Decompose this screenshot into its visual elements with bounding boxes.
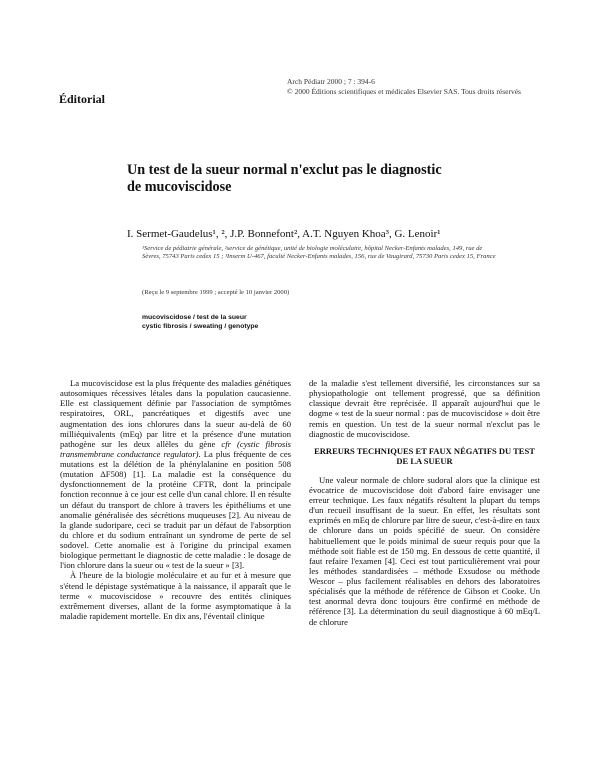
journal-reference: Arch Pédiatr 2000 ; 7 : 394-6 [287, 77, 375, 86]
section-label: Éditorial [59, 92, 106, 106]
paragraph-text: La mucoviscidose est la plus fréquente des maladies génétiques autosomiques récessives létales dans la population caucasienne. Elle est classiquement définie par l'association de symptômes respiratoires, ORL, pancréatiques et digestifs avec une augmentation des ions chlorures dans la sueur au-delà de 60 milliéquivalents (mEq) par litre et la présence d'une mutation pathogène sur les deux allèles du gène [60, 378, 291, 449]
title-line-2: de mucoviscidose [127, 179, 232, 195]
keywords [142, 313, 442, 331]
body-paragraph: Une valeur normale de chlore sudoral alors que la clinique est évocatrice de mucoviscidose doit d'abord faire envisager une erreur technique. Les faux négatifs résultent la plupart du temps d'un recueil insuffisant de la sueur. En effet, les résultats sont exprimés en mEq de chlorure par litre de sueur, c'est-à-dire en taux de chlorure dans un poids spécifié de sueur. On considère habituellement que le poids minimal de sueur requis pour que la méthode soit fiable est de 150 mg. En dessous de cette quantité, il faut refaire l'examen [4]. Ceci est tout particulièrement vrai pour les méthodes standardisées – méthode Exsudose ou méthode Wescor – plus facilement réalisables en dehors des laboratoires spécialisés que la méthode de référence de Gibson et Cooke. Un test anormal devra donc toujours être confirmé en méthode de référence [3]. La détermination du seuil diagnostique à 60 mEq/L de chlorure [309, 474, 540, 627]
received-dates: (Reçu le 9 septembre 1999 ; accepté le 10 janvier 2000) [142, 289, 290, 296]
paragraph-text: . La plus fréquente de ces mutations est la délétion de la phénylalanine en position 508 (mutation ΔF508) [1]. La maladie est la conséquence du dysfonctionnement de la protéine CFTR, dont la principale fonction reconnue à ce jour est celle d'un canal chlore. Il en résulte un défaut du transport de chlore à travers les épithéliums et une anomalie généralisée des sécrétions muqueuses [2]. Au niveau de la glande sudoripare, ceci se traduit par un défaut de l'absorption du chlore et du sodium entraînant un syndrome de perte de sel sodovel. Cette anomalie est à l'origine du principal examen biologique permettant le diagnostic de cette maladie : le dosage de l'ion chlorure dans la sueur ou « test de la sueur » [3]. [60, 448, 291, 571]
copyright-notice: © 2000 Éditions scientifiques et médicales Elsevier SAS. Tous droits réservés [287, 87, 521, 96]
title-line-1: Un test de la sueur normal n'exclut pas le diagnostic [127, 162, 442, 178]
body-column-right [309, 378, 540, 627]
gene-name: cfr (cystic fibrosis transmembrane conductance regulator) [60, 438, 291, 459]
body-column-left [60, 378, 291, 621]
article-title [127, 162, 507, 196]
body-paragraph [60, 378, 291, 570]
keywords-french: mucoviscidose / test de la sueur [142, 314, 247, 321]
author-list: I. Sermet-Gaudelus¹, ², J.P. Bonnefont², A.T. Nguyen Khoa³, G. Lenoir¹ [127, 228, 441, 240]
journal-info [287, 77, 537, 97]
body-paragraph: À l'heure de la biologie moléculaire et au fur et à mesure que s'étend le dépistage systématique à la naissance, il apparaît que le terme « mucoviscidose » recouvre des entités cliniques extrêmement diverses, allant de la forme asymptomatique à la maladie rapidement mortelle. En dix ans, l'éventail clinique [60, 570, 291, 621]
keywords-english: cystic fibrosis / sweating / genotype [142, 323, 259, 330]
body-paragraph: de la maladie s'est tellement diversifié, les circonstances sur sa physiopathologie ont tellement progressé, que sa définition classique devrait être reprécisée. Il apparaît aujourd'hui que le dogme « test de la sueur normal : pas de mucoviscidose » doit être remis en question. Un test de la sueur normal n'exclut pas le diagnostic de mucoviscidose. [309, 378, 540, 439]
section-heading: ERREURS TECHNIQUES ET FAUX NÉGATIFS DU TEST DE LA SUEUR [314, 445, 535, 466]
affiliations: ¹Service de pédiatrie générale, ²service de génétique, unité de biologie moléculaire, hôpital Necker-Enfants malades, 149, rue de Sèvres, 75743 Paris cedex 15 ; ³Inserm U-467, faculté Necker-Enfants malades, 156, rue de Vaugirard, 75730 Paris cedex 15, France [142, 245, 496, 261]
